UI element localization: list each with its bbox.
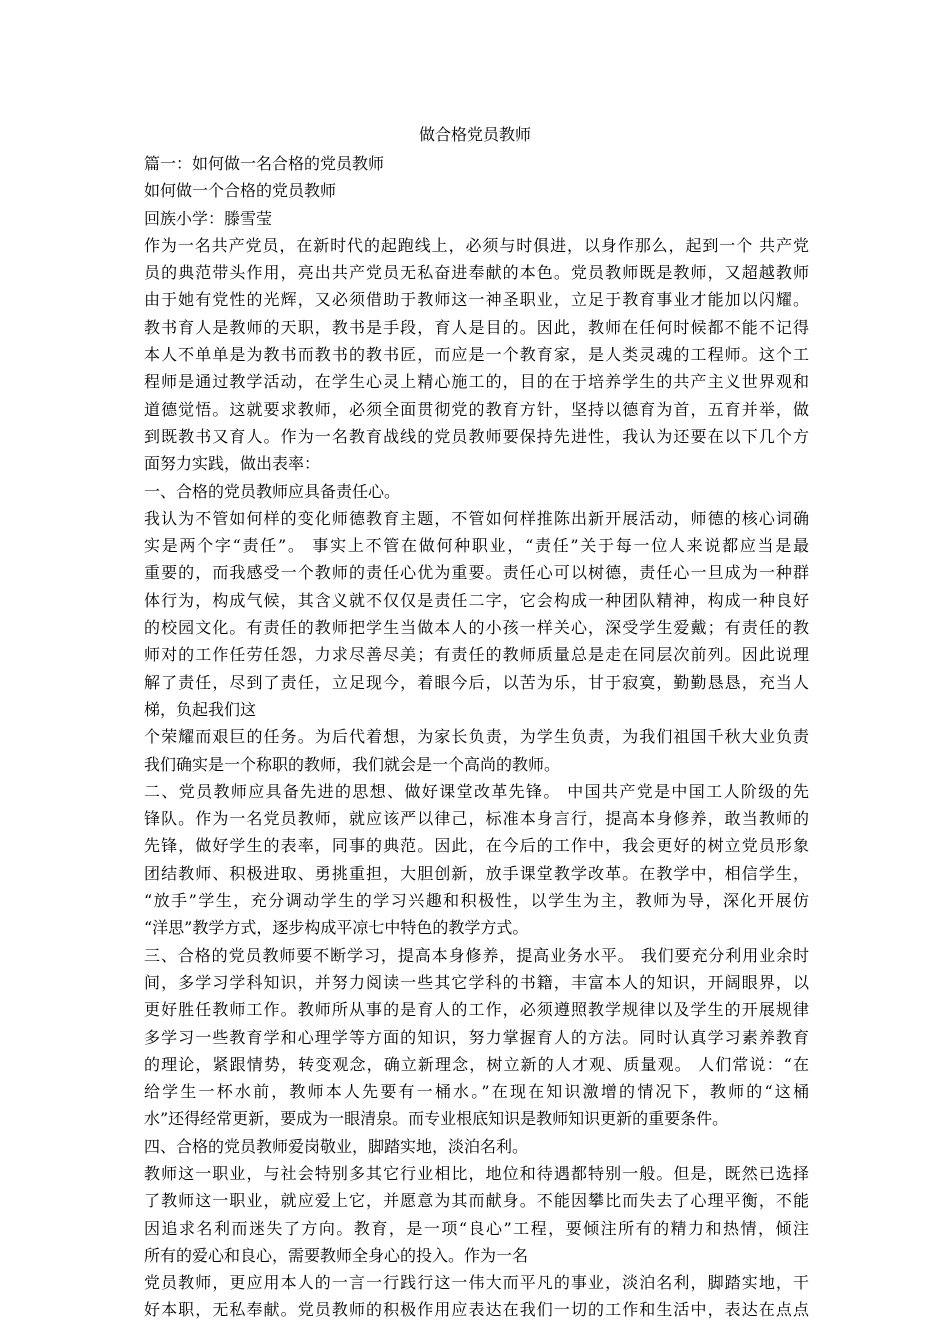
text-line: 教书育人是教师的天职，教书是手段，育人是目的。因此，教师在任何时候都不能不记得 [144, 317, 809, 337]
text-line: 如何做一个合格的党员教师 [144, 181, 337, 201]
text-line: 团结教师、积极进取、勇挑重担，大胆创新，放手课堂教学改革。在教学中，相信学生， [144, 863, 809, 883]
text-line: 所有的爱心和良心，需要教师全身心的投入。作为一名 [144, 1245, 529, 1265]
text-line: 因追求名利而迷失了方向。教育，是一项“良心”工程，要倾注所有的精力和热情，倾注 [144, 1218, 809, 1238]
text-line: 水”还得经常更新，要成为一眼清泉。而专业根底知识是教师知识更新的重要条件。 [144, 1109, 729, 1129]
text-line: 更好胜任教师工作。教师所从事的是育人的工作，必须遵照教学规律以及学生的开展规律 [144, 1000, 809, 1020]
text-line: 了教师这一职业，就应爱上它，并愿意为其而献身。不能因攀比而失去了心理平衡，不能 [144, 1191, 809, 1211]
text-line: 师对的工作任劳任怨，力求尽善尽美；有责任的教师质量总是走在同层次前列。因此说理 [144, 645, 809, 665]
text-line: 四、合格的党员教师爱岗敬业，脚踏实地，淡泊名利。 [144, 1136, 529, 1156]
document-title: 做合格党员教师 [418, 125, 531, 144]
text-line: “放手”学生，充分调动学生的学习兴趣和积极性，以学生为主，教师为导，深化开展仿 [144, 891, 809, 911]
text-line: 到既教书又育人。作为一名教育战线的党员教师要保持先进性，我认为还要在以下几个方 [144, 426, 809, 446]
text-line: 个荣耀而艰巨的任务。为后代着想，为家长负责，为学生负责，为我们祖国千秋大业负责 [144, 727, 809, 747]
text-line: 面努力实践，做出表率： [144, 454, 321, 474]
text-line: 的理论，紧跟情势，转变观念，确立新理念，树立新的人才观、质量观。 人们常说：“在 [144, 1054, 809, 1074]
text-line: 体行为，构成气候，其含义就不仅仅是责任二字，它会构成一种团队精神，构成一种良好 [144, 590, 809, 610]
text-line: 重要的，而我感受一个教师的责任心优为重要。责任心可以树德，责任心一旦成为一种群 [144, 563, 809, 583]
text-line: 解了责任，尽到了责任，立足现今，着眼今后，以苦为乐，甘于寂寞，勤勤恳恳，充当人 [144, 672, 809, 692]
text-line: 程师是通过教学活动，在学生心灵上精心施工的，目的在于培养学生的共产主义世界观和 [144, 372, 809, 392]
text-line: 道德觉悟。这就要求教师，必须全面贯彻党的教育方针，坚持以德育为首，五育并举，做 [144, 399, 809, 419]
text-line: 我们确实是一个称职的教师，我们就会是一个高尚的教师。 [144, 754, 561, 774]
text-line: 篇一：如何做一名合格的党员教师 [144, 154, 385, 173]
document-body [144, 150, 809, 1324]
text-line: 教师这一职业，与社会特别多其它行业相比，地位和待遇都特别一般。但是，既然已选择 [144, 1163, 809, 1183]
text-line: 先锋，做好学生的表率，同事的典范。因此，在今后的工作中，我会更好的树立党员形象 [144, 836, 809, 856]
text-line: 我认为不管如何样的变化师德教育主题，不管如何样推陈出新开展活动，师德的核心词确 [144, 508, 809, 528]
text-line: 由于她有党性的光辉，又必须借助于教师这一神圣职业，立足于教育事业才能加以闪耀。 [144, 290, 809, 310]
text-line: “洋思”教学方式，逐步构成平凉七中特色的教学方式。 [144, 918, 529, 938]
text-line: 一、合格的党员教师应具备责任心。 [144, 481, 401, 501]
text-line: 间，多学习学科知识，并努力阅读一些其它学科的书籍，丰富本人的知识，开阔眼界，以 [144, 972, 809, 992]
text-line: 多学习一些教育学和心理学等方面的知识，努力掌握育人的方法。同时认真学习素养教育 [144, 1027, 809, 1047]
text-line: 锋队。作为一名党员教师，就应该严以律己，标准本身言行，提高本身修养，敢当教师的 [144, 809, 809, 829]
text-line: 好本职，无私奉献。党员教师的积极作用应表达在我们一切的工作和生活中，表达在点点 [144, 1300, 809, 1320]
text-line: 实是两个字“责任”。 事实上不管在做何种职业，“责任”关于每一位人来说都应当是最 [144, 536, 809, 556]
text-line: 梯，负起我们这 [144, 699, 257, 719]
text-line: 给学生一杯水前，教师本人先要有一桶水。”在现在知识激增的情况下，教师的“这桶 [144, 1082, 809, 1102]
text-line: 员的典范带头作用，亮出共产党员无私奋进奉献的本色。党员教师既是教师，又超越教师 [144, 263, 809, 283]
text-line: 本人不单单是为教书而教书的教书匠，而应是一个教育家，是人类灵魂的工程师。这个工 [144, 345, 809, 365]
text-line: 三、合格的党员教师要不断学习，提高本身修养，提高业务水平。 我们要充分利用业余时 [144, 945, 809, 965]
text-line: 二、党员教师应具备先进的思想、做好课堂改革先锋。 中国共产党是中国工人阶级的先 [144, 781, 809, 801]
text-line: 回族小学：滕雪莹 [144, 208, 273, 228]
text-line: 党员教师，更应用本人的一言一行践行这一伟大而平凡的事业，淡泊名利，脚踏实地，干 [144, 1273, 809, 1293]
text-line: 的校园文化。有责任的教师把学生当做本人的小孩一样关心，深受学生爱戴；有责任的教 [144, 618, 809, 638]
text-line: 作为一名共产党员，在新时代的起跑线上，必须与时俱进，以身作那么，起到一个 共产党 [144, 235, 809, 255]
